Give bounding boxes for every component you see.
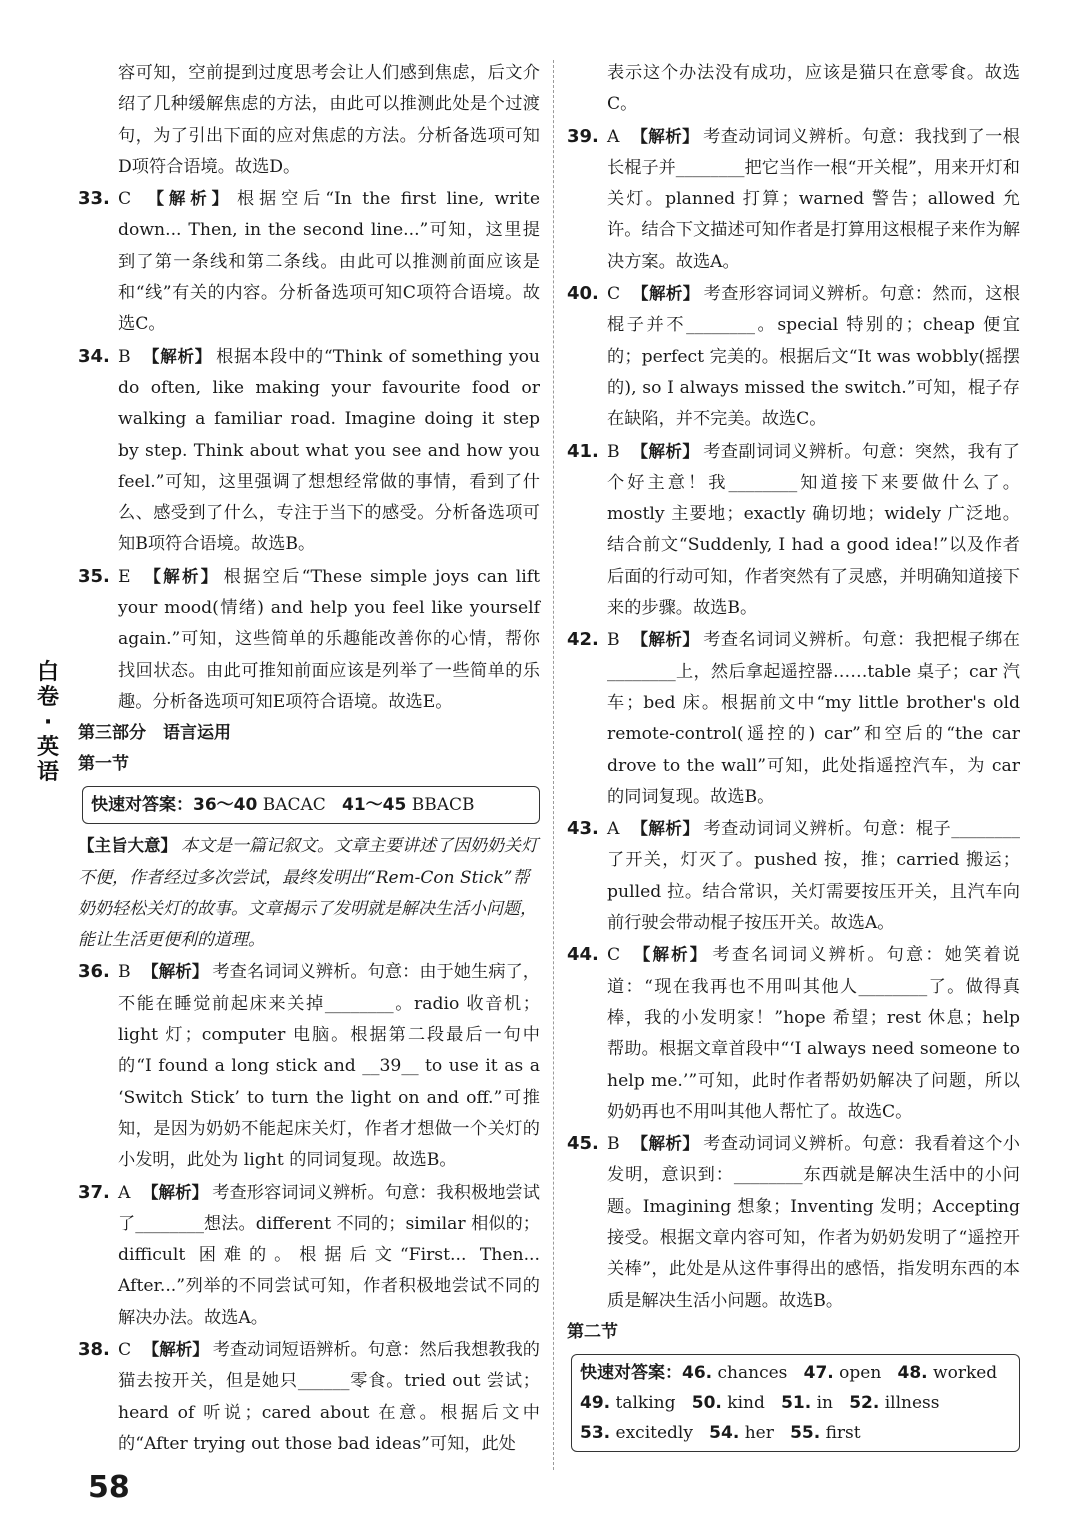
question-35 (78, 561, 540, 718)
answer-range: 41～45 (342, 795, 407, 816)
column-divider (553, 60, 554, 1470)
quick-answer-row (580, 1358, 1011, 1388)
analysis-tag: 【解析】 (633, 945, 709, 965)
right-column (567, 58, 1020, 1458)
answer-letter: B (118, 962, 131, 983)
main-idea (78, 830, 540, 956)
analysis-text: 考查名词词义辨析。句意：她笑着说道：“现在我再也不用叫其他人________了。做得真棒，我的小发明家！”hope 希望；rest 休息；help 帮助。根据文章首段中“‘I always need someone to help me.’”可知，此时作者帮奶奶解决了问题，所以奶奶再也不用叫其他人帮忙了。故选C。 (607, 945, 1020, 1122)
analysis-tag: 【解析】 (142, 962, 209, 982)
question-42 (567, 624, 1020, 813)
answer-number: 50. (691, 1392, 722, 1413)
analysis-tag: 【解析】 (144, 566, 220, 586)
answer-value: illness (884, 1392, 940, 1413)
answer-number: 46. (682, 1362, 713, 1383)
analysis-tag: 【解析】 (631, 630, 700, 650)
analysis-tag: 【解析】 (142, 1339, 209, 1359)
analysis-tag: 【解析】 (631, 819, 700, 839)
section-heading: 第二节 (567, 1321, 618, 1342)
question-number: 36. (78, 961, 110, 983)
answer-letter: B (607, 441, 620, 462)
answer-value: her (744, 1422, 774, 1443)
analysis-tag: 【解析】 (141, 1182, 209, 1202)
question-number: 42. (567, 629, 599, 651)
analysis-tag: 【解析】 (631, 1134, 700, 1154)
question-number: 35. (78, 565, 110, 587)
question-45 (567, 1128, 1020, 1317)
answer-number: 53. (580, 1422, 611, 1443)
analysis-text: 根据空后“These simple joys can lift your mood(情绪) and help you feel like yourself again.”可知，这些简单的乐趣能改善你的心情，帮你找回状态。由此可推知前面应该是列举了一些简单的乐趣。分析备选项可知E项符合语境。故选E。 (118, 566, 541, 712)
question-number: 44. (567, 944, 599, 966)
answer-range: 36～40 (193, 795, 258, 816)
answer-values: BBACB (411, 795, 475, 816)
main-idea-text: 本文是一篇记叙文。文章主要讲述了因奶奶关灯不便，作者经过多次尝试，最终发明出“Rem-Con Stick”帮奶奶轻松关灯的故事。文章揭示了发明就是解决生活小问题，能让生活更便利的道理。 (78, 836, 538, 951)
question-number: 40. (567, 283, 599, 305)
analysis-text: 考查形容词词义辨析。句意：我积极地尝试了________想法。different 不同的；similar 相似的；difficult 困难的。根据后文“First... Then... After...”列举的不同尝试可知，作者积极地尝试不同的解决办法。故选A。 (118, 1182, 540, 1328)
q38-continuation: 表示这个办法没有成功，应该是猫只在意零食。故选C。 (607, 63, 1020, 115)
question-41 (567, 436, 1020, 625)
answer-number: 52. (849, 1392, 880, 1413)
answer-value: excitedly (615, 1422, 693, 1443)
analysis-tag: 【解析】 (147, 189, 233, 209)
answer-values: BACAC (262, 795, 326, 816)
analysis-text: 考查副词词义辨析。句意：突然，我有了个好主意！我________知道接下来要做什么了。mostly 主要地；exactly 确切地；widely 广泛地。结合前文“Suddenly, I had a good idea!”以及作者后面的行动可知，作者突然有了灵感，并明确知道接下来的步骤。故选B。 (607, 441, 1020, 619)
answer-letter: E (118, 566, 131, 587)
answer-letter: C (118, 189, 132, 210)
analysis-text: 考查形容词词义辨析。句意：然而，这根棍子并不________。special 特别的；cheap 便宜的；perfect 完美的。根据后文“It was wobbly(摇摆的), so I always missed the switch.”可知，棍子存在缺陷，并不完美。故选C。 (607, 284, 1020, 430)
quick-answer-box (82, 786, 540, 824)
q32-continuation: 容可知，空前提到过度思考会让人们感到焦虑，后文介绍了几种缓解焦虑的方法，由此可以推测此处是个过渡句，为了引出下面的应对焦虑的方法。分析备选项可知D项符合语境。故选D。 (118, 63, 540, 177)
answer-value: in (816, 1392, 833, 1413)
answer-value: open (839, 1362, 882, 1383)
left-column (78, 58, 540, 1460)
quick-answer-box-2 (571, 1354, 1020, 1452)
quick-answer-row (580, 1388, 1011, 1418)
answer-letter: C (607, 945, 621, 966)
answer-letter: B (118, 346, 131, 367)
answer-letter: A (607, 126, 620, 147)
quick-answer-row (580, 1418, 1011, 1448)
question-40 (567, 278, 1020, 435)
question-38 (78, 1334, 540, 1460)
question-number: 41. (567, 440, 599, 462)
question-number: 34. (78, 345, 110, 367)
analysis-tag: 【解析】 (632, 284, 700, 304)
quick-answer-label: 快速对答案： (580, 1362, 682, 1383)
answer-number: 55. (790, 1422, 821, 1443)
answer-letter: B (607, 1134, 620, 1155)
analysis-tag: 【解析】 (142, 346, 213, 366)
answer-value: worked (933, 1362, 998, 1383)
answer-number: 49. (580, 1392, 611, 1413)
question-36 (78, 956, 540, 1176)
side-label: 白卷·英语 (36, 660, 59, 785)
main-idea-tag: 【主旨大意】 (78, 836, 177, 856)
question-34 (78, 341, 540, 561)
section-heading: 第一节 (78, 754, 129, 775)
answer-letter: C (118, 1339, 132, 1360)
analysis-text: 考查动词词义辨析。句意：我看着这个小发明，意识到：________东西就是解决生活中的小问题。Imagining 想象；Inventing 发明；Accepting 接受。根据文章内容可知，作者为奶奶发明了“遥控开关棒”，此处是从这件事得出的感悟，指发明东西的本质是解决生活小问题。故选B。 (607, 1134, 1020, 1311)
question-44 (567, 939, 1020, 1128)
answer-number: 54. (709, 1422, 740, 1443)
answer-value: first (825, 1422, 861, 1443)
answer-value: chances (717, 1362, 788, 1383)
question-37 (78, 1177, 540, 1334)
analysis-text: 考查动词词义辨析。句意：我找到了一根长棍子并________把它当作一根“开关棍”，用来开灯和关灯。planned 打算；warned 警告；allowed 允许。结合下文描述可知作者是打算用这根棍子来作为解决方案。故选A。 (607, 126, 1020, 272)
answer-letter: A (607, 819, 620, 840)
page-number: 58 (88, 1470, 130, 1505)
answer-value: talking (615, 1392, 676, 1413)
analysis-text: 考查名词词义辨析。句意：由于她生病了，不能在睡觉前起床来关掉________。radio 收音机；light 灯；computer 电脑。根据第二段最后一句中的“I found a long stick and __39__ to use it as a ‘Switch Stick’ to turn the light on and off.”可推知，是因为奶奶不能起床关灯，作者才想做一个关灯的小发明，此处为 light 的同词复现。故选B。 (118, 962, 540, 1171)
question-43 (567, 813, 1020, 939)
analysis-text: 考查动词短语辨析。句意：然后我想教我的猫去按开关，但是她只______零食。tried out 尝试；heard of 听说；cared about 在意。根据后文中的“After trying out those bad ideas”可知，此处 (118, 1339, 540, 1454)
question-number: 39. (567, 125, 599, 147)
question-number: 37. (78, 1181, 110, 1203)
part-heading: 第三部分 语言运用 (78, 723, 231, 744)
analysis-text: 考查名词词义辨析。句意：我把棍子绑在________上，然后拿起遥控器……table 桌子；car 汽车；bed 床。根据前文中“my little brother's old remote-control(遥控的) car”和空后的“the car drove to the wall”可知，此处指遥控汽车，为 car 的同词复现。故选B。 (607, 630, 1020, 807)
analysis-tag: 【解析】 (631, 441, 700, 461)
question-33 (78, 183, 540, 340)
answer-number: 48. (897, 1362, 928, 1383)
answer-letter: B (607, 630, 620, 651)
answer-number: 51. (781, 1392, 812, 1413)
answer-number: 47. (803, 1362, 834, 1383)
question-number: 33. (78, 188, 110, 210)
analysis-text: 根据空后“In the first line, write down... Then, in the second line...”可知，这里提到了第一条线和第二条线。由此可以推测前面应该是和“线”有关的内容。分析备选项可知C项符合语境。故选C。 (118, 189, 540, 335)
answer-value: kind (727, 1392, 765, 1413)
quick-answer-label: 快速对答案： (91, 795, 193, 816)
question-number: 45. (567, 1133, 599, 1155)
analysis-text: 考查动词词义辨析。句意：棍子________了开关，灯灭了。pushed 按，推；carried 搬运；pulled 拉。结合常识，关灯需要按压开关，且汽车向前行驶会带动棍子按压开关。故选A。 (607, 819, 1020, 934)
question-number: 38. (78, 1338, 110, 1360)
analysis-text: 根据本段中的“Think of something you do often, like making your favourite food or walking a familiar road. Imagine doing it step by step. Think about what you see and how you feel.”可知，这里强调了想想经常做的事情，看到了什么、感受到了什么，专注于当下的感受。分析备选项可知B项符合语境。故选B。 (118, 346, 541, 555)
question-number: 43. (567, 818, 599, 840)
answer-letter: A (118, 1182, 131, 1203)
analysis-tag: 【解析】 (631, 126, 700, 146)
answer-letter: C (607, 284, 621, 305)
question-39 (567, 121, 1020, 278)
